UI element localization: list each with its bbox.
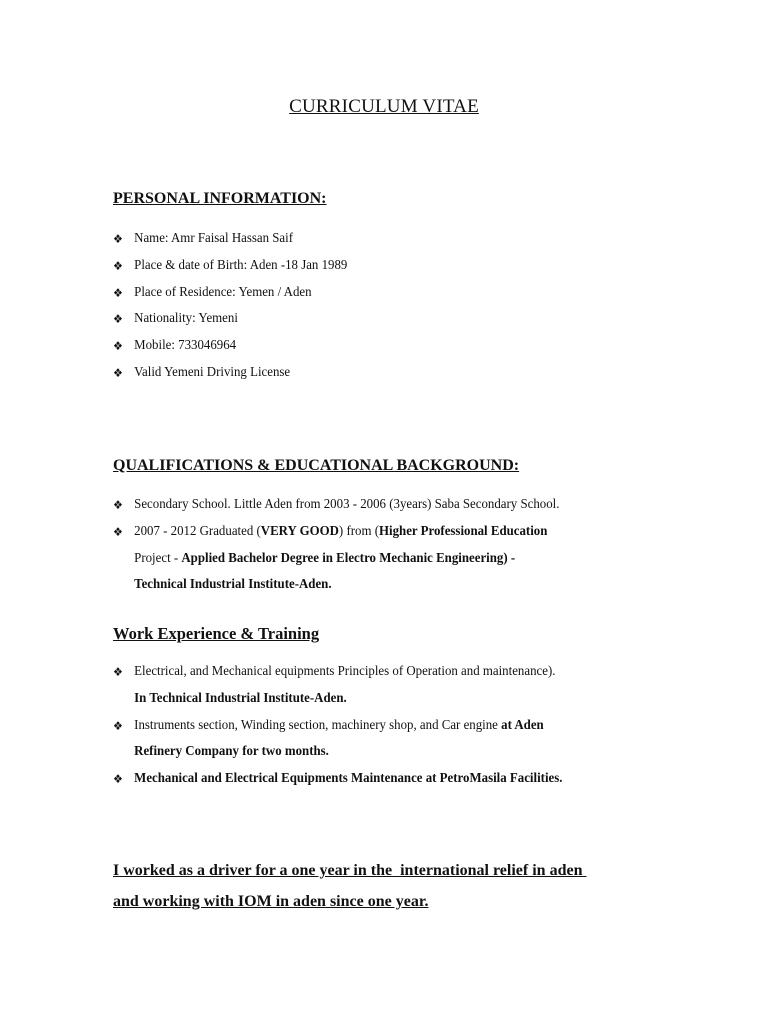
list-item: ❖ Place of Residence: Yemen / Aden xyxy=(113,280,628,307)
diamond-bullet-icon: ❖ xyxy=(113,524,123,539)
diamond-bullet-icon: ❖ xyxy=(113,232,123,246)
list-item: ❖ 2007 - 2012 Graduated (VERY GOOD) from (Higher Professional Education Project - Applied Bachelor Degree in Electro Mechanic Engineering) - Technical Industrial Institute-Aden. xyxy=(113,519,628,599)
diamond-bullet-icon: ❖ xyxy=(113,772,123,787)
diamond-bullet-icon: ❖ xyxy=(113,365,123,380)
closing-statement-line-2: and working with IOM in aden since one year. xyxy=(113,893,429,910)
diamond-bullet-icon: ❖ xyxy=(113,339,123,354)
closing-statement-line-1: I worked as a driver for a one year in the international relief in aden xyxy=(113,862,587,879)
list-item: ❖ Mobile: 733046964 xyxy=(113,333,628,360)
diamond-bullet-icon: ❖ xyxy=(113,718,123,733)
work-experience-heading: Work Experience & Training xyxy=(113,624,320,643)
qualifications-list xyxy=(113,492,673,599)
list-item: ❖ Secondary School. Little Aden from 2003 - 2006 (3years) Saba Secondary School. xyxy=(113,492,628,519)
work-experience-list xyxy=(113,659,673,793)
diamond-bullet-icon: ❖ xyxy=(113,665,123,679)
list-item: ❖ Name: Amr Faisal Hassan Saif xyxy=(113,226,628,253)
qualifications-heading: QUALIFICATIONS & EDUCATIONAL BACKGROUND: xyxy=(113,457,520,474)
list-item: ❖ Nationality: Yemeni xyxy=(113,306,628,333)
personal-info-heading: PERSONAL INFORMATION: xyxy=(113,190,327,207)
document-title: CURRICULUM VITAE xyxy=(289,96,479,117)
diamond-bullet-icon: ❖ xyxy=(113,285,123,300)
list-item: ❖ Valid Yemeni Driving License xyxy=(113,360,628,387)
diamond-bullet-icon: ❖ xyxy=(113,258,123,273)
diamond-bullet-icon: ❖ xyxy=(113,498,123,512)
diamond-bullet-icon: ❖ xyxy=(113,312,123,327)
list-item: ❖ Electrical, and Mechanical equipments Principles of Operation and maintenance). In Technical Industrial Institute-Aden. xyxy=(113,659,628,713)
list-item: ❖ Mechanical and Electrical Equipments Maintenance at PetroMasila Facilities. xyxy=(113,766,628,793)
personal-info-list xyxy=(113,226,673,387)
list-item: ❖ Instruments section, Winding section, machinery shop, and Car engine at Aden Refinery Company for two months. xyxy=(113,713,628,767)
list-item: ❖ Place & date of Birth: Aden -18 Jan 1989 xyxy=(113,253,628,280)
